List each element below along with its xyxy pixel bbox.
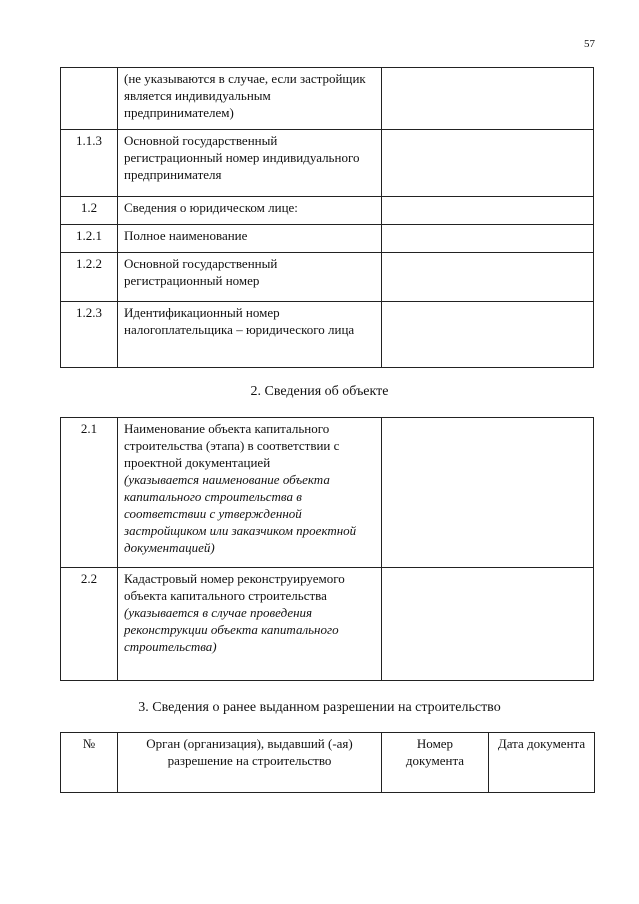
row-description: (не указываются в случае, если застройщик является индивидуальным предпринимателем) [118,68,382,130]
row-number: 2.1 [61,418,118,568]
table-row [61,302,594,368]
row-value-cell [382,253,594,302]
column-header-document-number: Номер документа [382,733,489,793]
row-number: 1.2.1 [61,225,118,253]
row-description: Идентификационный номер налогоплательщика – юридического лица [118,302,382,368]
row-description-note: (указывается в случае проведения реконструкции объекта капитального строительства) [124,605,339,654]
row-number: 1.1.3 [61,130,118,197]
object-info-table [60,417,594,681]
table-row [61,568,594,681]
row-number: 1.2 [61,197,118,225]
row-description-text: Кадастровый номер реконструируемого объекта капитального строительства [124,571,345,603]
row-description [118,568,382,681]
applicant-info-table [60,67,594,368]
table-row [61,130,594,197]
row-value-cell [382,418,594,568]
row-number: 1.2.2 [61,253,118,302]
row-value-cell [382,568,594,681]
table-header-row [61,733,595,793]
row-value-cell [382,130,594,197]
row-value-cell [382,197,594,225]
row-description: Основной государственный регистрационный номер [118,253,382,302]
column-header-number: № [61,733,118,793]
row-number: 2.2 [61,568,118,681]
row-number: 1.2.3 [61,302,118,368]
table-row [61,68,594,130]
row-description-note: (указывается наименование объекта капитального строительства в соответствии с утвержденной застройщиком или заказчиком проектной документацией) [124,472,357,555]
table-row [61,197,594,225]
row-description: Полное наименование [118,225,382,253]
row-description-text: Наименование объекта капитального строительства (этапа) в соответствии с проектной документацией [124,421,340,470]
column-header-document-date: Дата документа [489,733,595,793]
previous-permit-table [60,732,595,793]
row-value-cell [382,302,594,368]
section-title-previous-permit: 3. Сведения о ранее выданном разрешении на строительство [138,700,501,715]
row-description [118,418,382,568]
page-number: 57 [584,38,595,50]
row-value-cell [382,225,594,253]
row-number [61,68,118,130]
table-row [61,253,594,302]
table-row [61,225,594,253]
row-value-cell [382,68,594,130]
row-description: Основной государственный регистрационный номер индивидуального предпринимателя [118,130,382,197]
row-description: Сведения о юридическом лице: [118,197,382,225]
section-title-object-info: 2. Сведения об объекте [250,384,389,399]
column-header-issuing-authority: Орган (организация), выдавший (-ая) разрешение на строительство [118,733,382,793]
table-row [61,418,594,568]
